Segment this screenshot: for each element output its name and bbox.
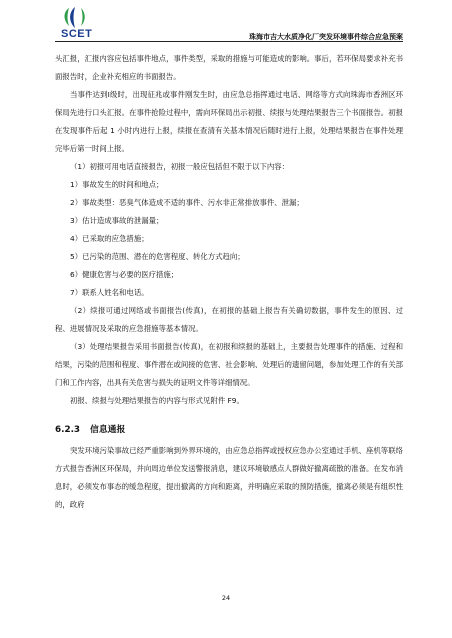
list-item: 4）已采取的应急措施；: [70, 234, 149, 243]
page-number: 24: [221, 594, 231, 602]
document-body: [55, 50, 403, 514]
company-logo: [55, 6, 105, 42]
paragraph: 当事件达到Ⅰ级时，出现征兆或事件刚发生时，由应急总指挥通过电话、网络等方式向珠海市香洲区环保局先进行口头汇报。在事件抢险过程中，需向环保局出示初报、续报与处理结果报告三个书面报告。初报在发现事件后起 1 小时内进行上报，续报在查清有关基本情况后随时进行上报，处理结果报告在事件处理完毕后第一时间上报。: [55, 90, 403, 153]
paragraph: 突发环境污染事故已经严重影响到外界环境的，由应急总指挥或授权应急办公室通过手机、座机等联络方式报告香洲区环保局，并向周边单位发送警报消息，建议环境敏感点人群做好撤离疏散的准备。在发布消息时，必须发布事态的缓急程度，提出撤离的方向和距离，并明确应采取的预防措施，撤离必须是有组织性的，政府: [55, 446, 403, 509]
header-divider: [55, 41, 403, 42]
page-header: [55, 6, 403, 42]
list-item: 7）联系人姓名和电话。: [70, 288, 149, 297]
paragraph: 初报、续报与处理结果报告的内容与形式见附件 F9。: [70, 396, 244, 405]
header-title: 珠海市吉大水质净化厂突发环境事件综合应急预案: [249, 33, 403, 41]
section-heading: [55, 422, 403, 438]
paragraph: （2）续报可通过网络或书面报告(传真)，在初报的基础上报告有关确切数据，事件发生的原因、过程、进展情况及采取的应急措施等基本情况。: [55, 306, 403, 333]
paragraph: （1）初报可用电话直接报告，初报一般应包括但不限于以下内容：: [70, 162, 290, 171]
section-number: 6.2.3: [55, 425, 81, 435]
list-item: 3）估计造成事故的泄漏量；: [70, 216, 164, 225]
paragraph: 头汇报，汇报内容应包括事件地点，事件类型，采取的措施与可能造成的影响。事后，若环保局要求补充书面报告时，企业补充相应的书面报告。: [55, 54, 403, 81]
logo-emblem-icon: [55, 6, 105, 30]
list-item: 6）健康危害与必要的医疗措施；: [70, 270, 179, 279]
list-item: 2）事故类型：恶臭气体造成不适的事件、污水非正常排放事件、泄漏；: [70, 198, 304, 207]
section-title: 信息通报: [90, 425, 126, 435]
logo-wordmark: SCET: [61, 28, 93, 40]
list-item: 1）事故发生的时间和地点；: [70, 180, 164, 189]
list-item: 5）已污染的范围、潜在的危害程度、转化方式趋向；: [70, 252, 245, 261]
paragraph: （3）处理结果报告采用书面报告(传真)，在初报和续报的基础上，主要报告处理事件的措施、过程和结果，污染的范围和程度、事件潜在或间接的危害、社会影响、处理后的遗留问题，参加处理工作的有关部门和工作内容，出具有关危害与损失的证明文件等详细情况。: [55, 342, 403, 387]
